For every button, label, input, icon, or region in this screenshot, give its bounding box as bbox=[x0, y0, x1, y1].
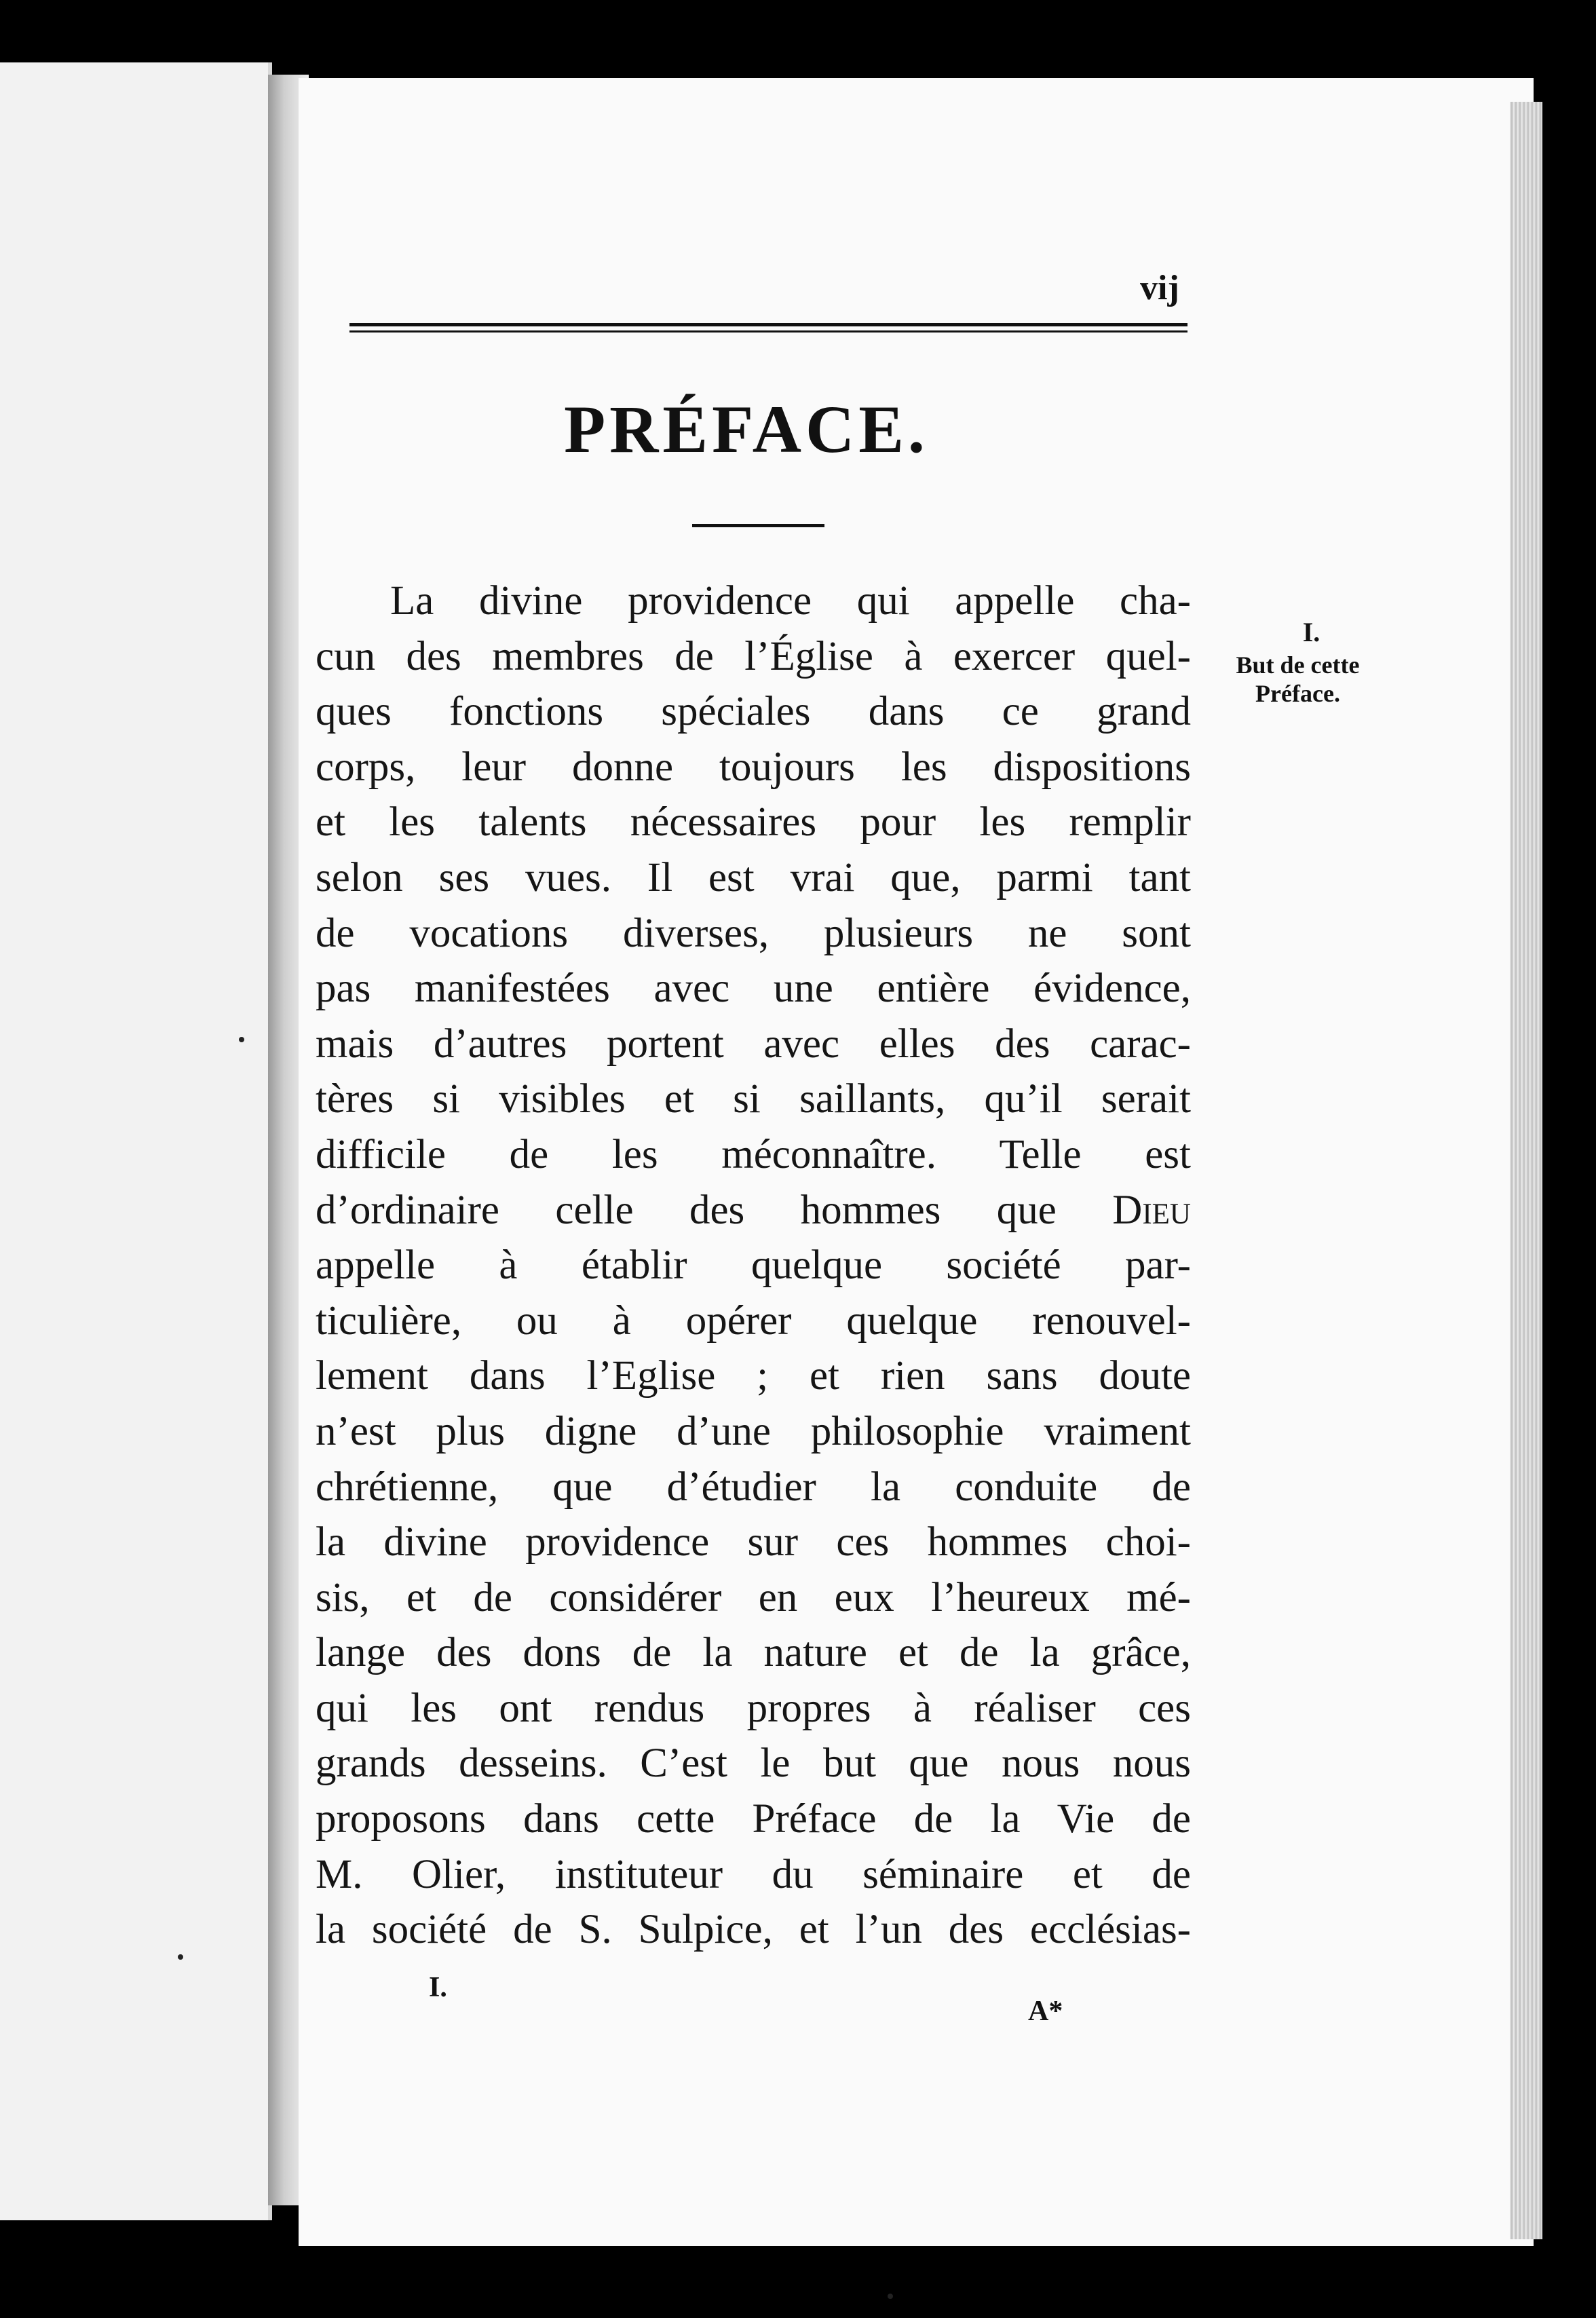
body-line: grands desseins. C’est le but que nous nous bbox=[316, 1741, 1191, 1787]
body-line: selon ses vues. Il est vrai que, parmi tant bbox=[316, 854, 1191, 900]
header-double-rule bbox=[349, 323, 1188, 332]
ink-speck bbox=[888, 2294, 893, 2299]
body-line: la société de S. Sulpice, et l’un des ecclésias- bbox=[316, 1907, 1191, 1953]
signature-mark-left: I. bbox=[429, 1972, 447, 2003]
title-short-rule bbox=[692, 524, 824, 527]
body-line: n’est plus digne d’une philosophie vraiment bbox=[316, 1408, 1191, 1454]
margin-note bbox=[1204, 614, 1391, 708]
ink-speck bbox=[239, 1037, 244, 1042]
body-line: la divine providence sur ces hommes choi- bbox=[316, 1519, 1191, 1565]
body-line: chrétienne, que d’étudier la conduite de bbox=[316, 1464, 1191, 1510]
body-text bbox=[316, 573, 1191, 1958]
margin-note-text: But de cette Préface. bbox=[1236, 651, 1360, 707]
small-caps-word: Dieu bbox=[1112, 1187, 1191, 1233]
body-line: sis, et de considérer en eux l’heureux mé- bbox=[316, 1574, 1191, 1620]
body-line: d’ordinaire celle des hommes que Dieu bbox=[316, 1187, 1191, 1233]
body-line: tères si visibles et si saillants, qu’il serait bbox=[316, 1076, 1191, 1122]
body-line: cun des membres de l’Église à exercer quel- bbox=[316, 633, 1191, 679]
signature-mark-right: A* bbox=[1028, 1996, 1063, 2027]
body-line: ques fonctions spéciales dans ce grand bbox=[316, 689, 1191, 735]
body-line: M. Olier, instituteur du séminaire et de bbox=[316, 1851, 1191, 1897]
body-line: qui les ont rendus propres à réaliser ces bbox=[316, 1685, 1191, 1731]
body-line: difficile de les méconnaître. Telle est bbox=[316, 1131, 1191, 1177]
body-line: et les talents nécessaires pour les remplir bbox=[316, 799, 1191, 846]
body-line: corps, leur donne toujours les dispositions bbox=[316, 744, 1191, 790]
body-line: lement dans l’Eglise ; et rien sans doute bbox=[316, 1353, 1191, 1399]
body-line: La divine providence qui appelle cha- bbox=[390, 578, 1191, 624]
body-line: mais d’autres portent avec elles des carac- bbox=[316, 1021, 1191, 1067]
body-line: lange des dons de la nature et de la grâce, bbox=[316, 1630, 1191, 1676]
margin-note-number: I. bbox=[1302, 617, 1320, 647]
body-line: ticulière, ou à opérer quelque renouvel- bbox=[316, 1297, 1191, 1344]
body-line: appelle à établir quelque société par- bbox=[316, 1242, 1191, 1289]
body-line: proposons dans cette Préface de la Vie de bbox=[316, 1796, 1191, 1842]
page-number: vij bbox=[1140, 269, 1179, 307]
page-edges bbox=[1510, 102, 1542, 2239]
body-line: pas manifestées avec une entière évidence, bbox=[316, 966, 1191, 1012]
body-line: de vocations diverses, plusieurs ne sont bbox=[316, 910, 1191, 956]
page-title: PRÉFACE. bbox=[564, 392, 929, 467]
ink-speck bbox=[178, 1954, 183, 1960]
left-page-blank bbox=[0, 62, 272, 2220]
